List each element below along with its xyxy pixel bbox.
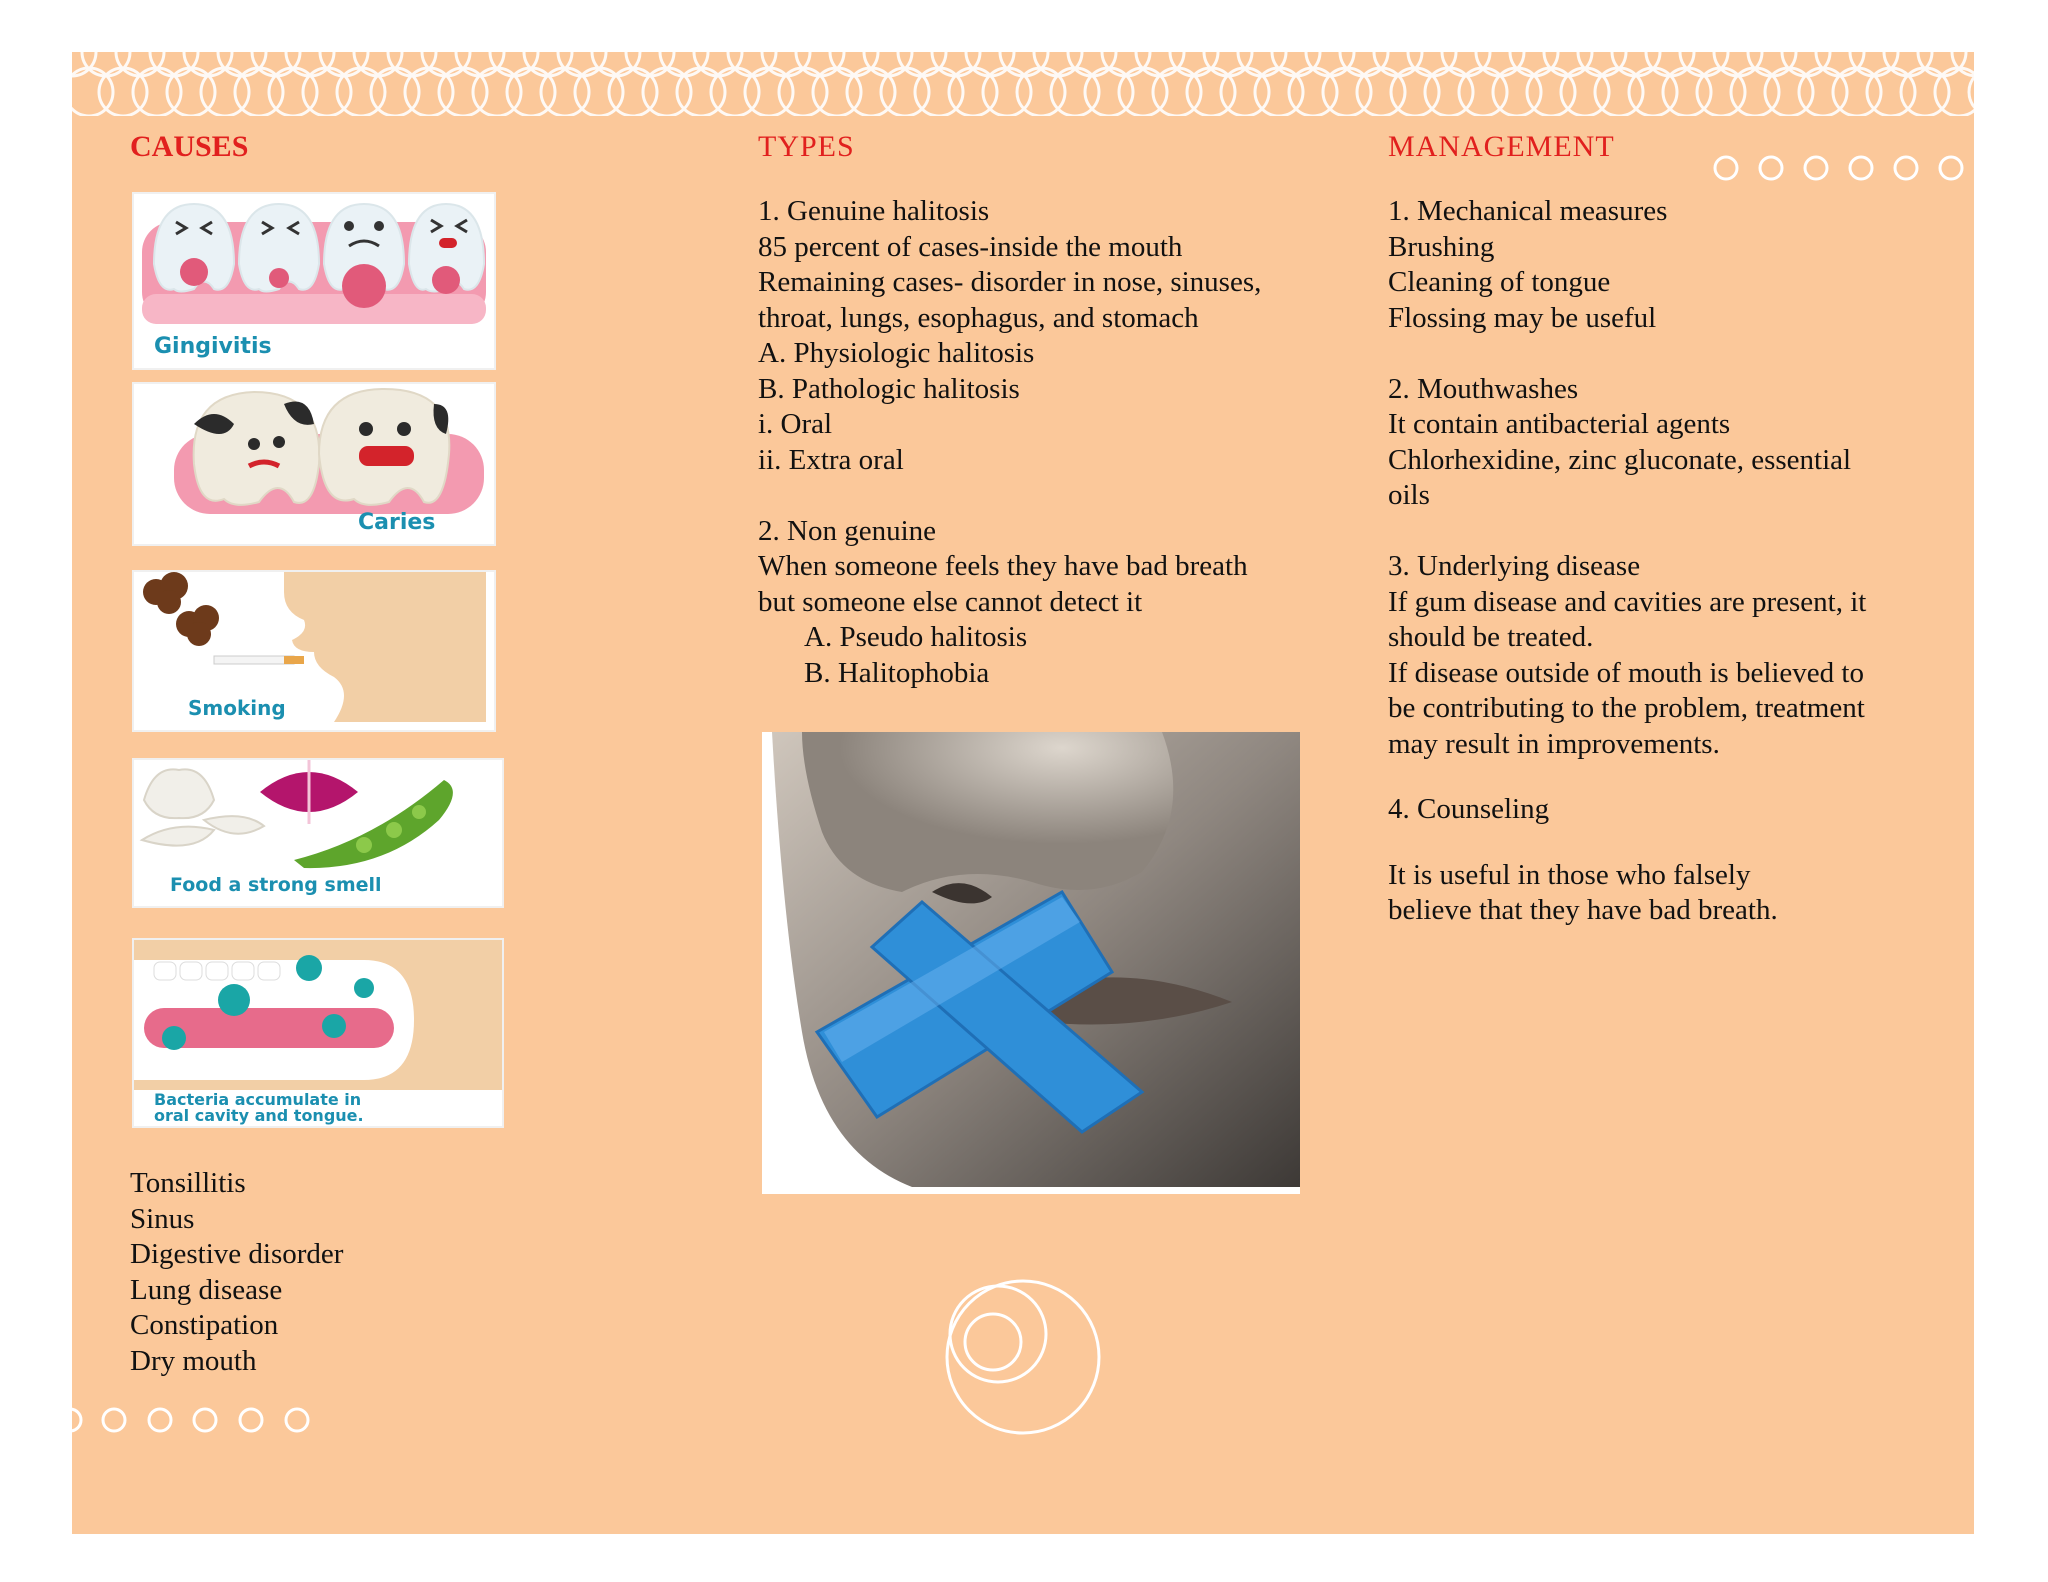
decorative-swirl	[938, 1272, 1108, 1442]
caries-caption: Caries	[358, 510, 436, 535]
genuine-title: 1. Genuine halitosis	[758, 195, 990, 227]
non-genuine-title: 2. Non genuine	[758, 514, 936, 547]
types-line: but someone else cannot detect it	[758, 585, 1143, 618]
bacteria-caption-line1: Bacteria accumulate in	[154, 1090, 362, 1109]
bacteria-caption-line2: oral cavity and tongue.	[154, 1106, 364, 1125]
types-line: 85 percent of cases-inside the mouth	[758, 230, 1183, 263]
list-item: Lung disease	[130, 1273, 283, 1306]
types-subitem: B. Halitophobia	[804, 656, 990, 689]
bacteria-card	[132, 938, 504, 1128]
types-subitem: A. Pseudo halitosis	[804, 621, 1028, 653]
management-line: If gum disease and cavities are present, it	[1388, 585, 1867, 618]
caries-card	[132, 382, 496, 546]
scallop-border	[72, 52, 1974, 116]
management-line: should be treated.	[1388, 621, 1594, 653]
types-line: throat, lungs, esophagus, and stomach	[758, 301, 1199, 334]
management-line: oils	[1388, 479, 1430, 511]
taped-mouth-image	[762, 732, 1300, 1194]
list-item: Digestive disorder	[130, 1238, 344, 1270]
types-line: B. Pathologic halitosis	[758, 372, 1020, 405]
types-line: A. Physiologic halitosis	[758, 337, 1035, 369]
management-line: Flossing may be useful	[1388, 301, 1657, 334]
management-line: Brushing	[1388, 230, 1495, 263]
causes-list	[130, 1166, 343, 1379]
types-line: Remaining cases- disorder in nose, sinuses,	[758, 266, 1262, 298]
list-item: Constipation	[130, 1309, 279, 1341]
types-heading: TYPES	[758, 130, 855, 163]
food-caption: Food a strong smell	[170, 874, 382, 896]
management-line: If disease outside of mouth is believed to	[1388, 656, 1864, 689]
brochure-panel	[72, 52, 1974, 1534]
smoking-card	[132, 570, 496, 732]
food-card	[132, 758, 504, 908]
smoking-caption: Smoking	[188, 696, 286, 720]
management-column	[1388, 130, 1928, 929]
management-line: be contributing to the problem, treatment	[1388, 692, 1865, 724]
caries-illustration	[134, 384, 494, 544]
management-line: may result in improvements.	[1388, 727, 1720, 760]
types-column	[758, 130, 1298, 691]
causes-column	[130, 130, 650, 194]
gingivitis-card	[132, 192, 496, 370]
causes-heading: CAUSES	[130, 130, 249, 163]
taped-mouth-photo	[762, 732, 1300, 1194]
management-title: 1. Mechanical measures	[1388, 195, 1668, 227]
management-line: It is useful in those who falsely	[1388, 858, 1751, 891]
decorative-dots-right	[1712, 148, 1974, 188]
management-line: It contain antibacterial agents	[1388, 408, 1731, 440]
management-title: 2. Mouthwashes	[1388, 372, 1579, 405]
management-title: 4. Counseling	[1388, 793, 1550, 825]
decorative-dots-left	[72, 1400, 322, 1440]
types-line: i. Oral	[758, 408, 833, 440]
management-line: Chlorhexidine, zinc gluconate, essential	[1388, 443, 1852, 476]
management-line: believe that they have bad breath.	[1388, 894, 1778, 926]
list-item: Sinus	[130, 1202, 195, 1235]
list-item: Dry mouth	[130, 1344, 257, 1377]
management-line: Cleaning of tongue	[1388, 266, 1611, 298]
types-line: ii. Extra oral	[758, 443, 904, 476]
management-heading: MANAGEMENT	[1388, 130, 1615, 163]
types-line: When someone feels they have bad breath	[758, 550, 1248, 582]
gingivitis-caption: Gingivitis	[154, 334, 272, 359]
management-title: 3. Underlying disease	[1388, 550, 1641, 582]
list-item: Tonsillitis	[130, 1167, 246, 1199]
